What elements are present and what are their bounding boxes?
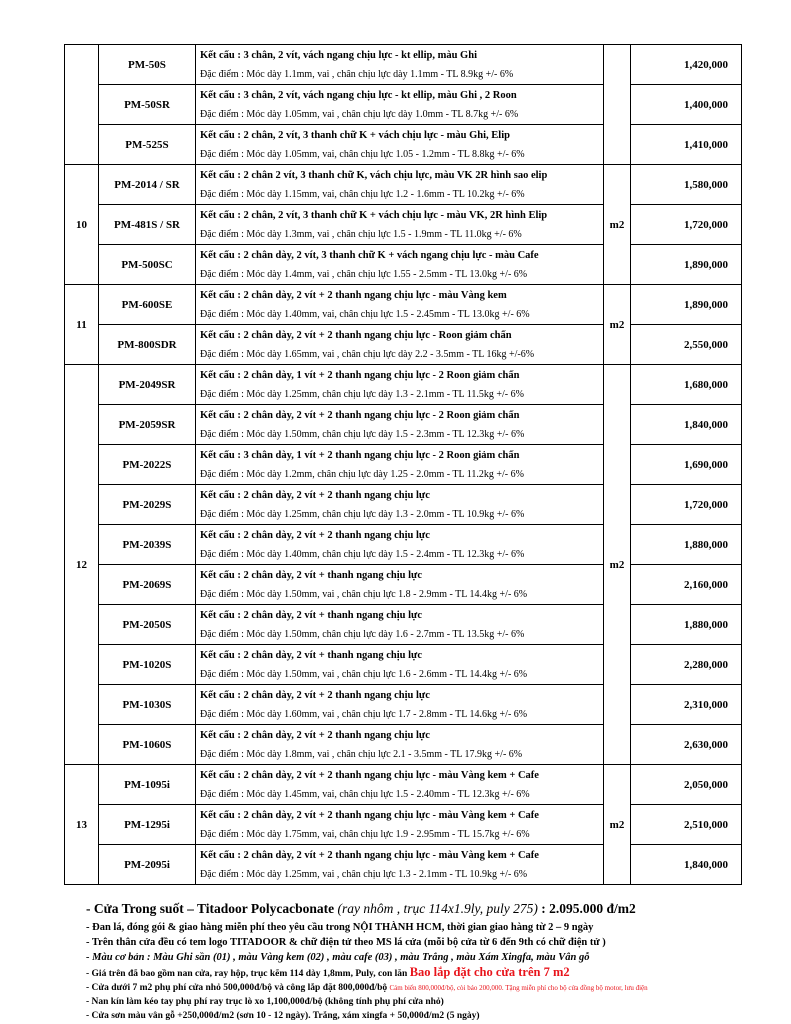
model-code-cell: PM-2049SR — [99, 365, 196, 405]
model-code-cell: PM-1030S — [99, 685, 196, 725]
model-code-cell: PM-50S — [99, 45, 196, 85]
unit-cell: m2 — [604, 165, 631, 285]
description-cell — [196, 685, 604, 725]
model-code-cell: PM-481S / SR — [99, 205, 196, 245]
structure-text: Kết cấu : 2 chân dày, 2 vít + 2 thanh ngang chịu lực - màu Vàng kem + Cafe — [200, 769, 539, 781]
description-cell — [196, 365, 604, 405]
model-code-cell: PM-2029S — [99, 485, 196, 525]
price-cell: 2,630,000 — [631, 725, 742, 765]
description-cell — [196, 165, 604, 205]
price-cell: 1,400,000 — [631, 85, 742, 125]
features-text: Đặc điểm : Móc dày 1.40mm, vai, chân chịu lực 1.5 - 2.45mm - TL 13.0kg +/- 6% — [200, 308, 530, 320]
features-text: Đặc điểm : Móc dày 1.60mm, vai , chân chịu lực 1.7 - 2.8mm - TL 14.6kg +/- 6% — [200, 708, 528, 720]
description-cell — [196, 805, 604, 845]
structure-text: Kết cấu : 3 chân, 2 vít, vách ngang chịu lực - kt ellip, màu Ghi , 2 Roon — [200, 89, 517, 101]
structure-text: Kết cấu : 2 chân, 2 vít, 3 thanh chữ K + vách chịu lực - màu Ghi, Elip — [200, 129, 510, 141]
unit-cell: m2 — [604, 365, 631, 765]
delivery-note: - Đan lá, đóng gói & giao hàng miễn phí theo yêu cầu trong NỘI THÀNH HCM, thời gian giao hàng từ 2 – 9 ngày — [86, 922, 594, 933]
description-cell — [196, 325, 604, 365]
table-row — [65, 285, 742, 325]
features-text: Đặc điểm : Móc dày 1.05mm, vai , chân chịu lực dày 1.0mm - TL 8.7kg +/- 6% — [200, 108, 519, 120]
price-cell: 1,890,000 — [631, 245, 742, 285]
model-code-cell: PM-800SDR — [99, 325, 196, 365]
model-code-cell: PM-1295i — [99, 805, 196, 845]
description-cell — [196, 565, 604, 605]
colors-note: - Màu cơ bản : Màu Ghi sần (01) , màu Vàng kem (02) , màu cafe (03) , màu Trắng , màu Xám Xingfa, màu Vân gỗ — [86, 952, 590, 963]
price-cell: 2,550,000 — [631, 325, 742, 365]
model-code-cell: PM-2069S — [99, 565, 196, 605]
structure-text: Kết cấu : 3 chân dày, 1 vít + 2 thanh ngang chịu lực - 2 Roon giảm chấn — [200, 449, 520, 461]
price-cell: 1,410,000 — [631, 125, 742, 165]
features-text: Đặc điểm : Móc dày 1.25mm, vai , chân chịu lực 1.3 - 2.1mm - TL 10.9kg +/- 6% — [200, 868, 528, 880]
description-cell — [196, 125, 604, 165]
model-code-cell: PM-2095i — [99, 845, 196, 885]
price-cell: 1,840,000 — [631, 405, 742, 445]
price-cell: 1,720,000 — [631, 485, 742, 525]
unit-cell: m2 — [604, 765, 631, 885]
features-text: Đặc điểm : Móc dày 1.4mm, vai , chân chịu lực 1.55 - 2.5mm - TL 13.0kg +/- 6% — [200, 268, 528, 280]
features-text: Đặc điểm : Móc dày 1.25mm, chân chịu lực dày 1.3 - 2.0mm - TL 10.9kg +/- 6% — [200, 508, 525, 520]
group-number-cell: 12 — [65, 365, 99, 765]
description-cell — [196, 765, 604, 805]
description-cell — [196, 85, 604, 125]
features-text: Đặc điểm : Móc dày 1.40mm, chân chịu lực dày 1.5 - 2.4mm - TL 12.3kg +/- 6% — [200, 548, 525, 560]
title-product: - Cửa Trong suốt – Titadoor Polycacbonate — [86, 901, 335, 916]
unit-cell — [604, 45, 631, 165]
description-cell — [196, 45, 604, 85]
description-cell — [196, 525, 604, 565]
structure-text: Kết cấu : 2 chân dày, 2 vít + 2 thanh ngang chịu lực — [200, 529, 430, 541]
group-number-cell: 10 — [65, 165, 99, 285]
price-includes-note — [86, 965, 791, 981]
features-text: Đặc điểm : Móc dày 1.50mm, vai , chân chịu lực 1.8 - 2.9mm - TL 14.4kg +/- 6% — [200, 588, 528, 600]
structure-text: Kết cấu : 2 chân dày, 2 vít + 2 thanh ngang chịu lực - Roon giảm chấn — [200, 329, 512, 341]
table-row — [65, 125, 742, 165]
table-row — [65, 405, 742, 445]
features-text: Đặc điểm : Móc dày 1.50mm, vai , chân chịu lực 1.6 - 2.6mm - TL 14.4kg +/- 6% — [200, 668, 528, 680]
price-cell: 2,280,000 — [631, 645, 742, 685]
model-code-cell: PM-600SE — [99, 285, 196, 325]
structure-text: Kết cấu : 2 chân dày, 2 vít + thanh ngang chịu lực — [200, 609, 423, 621]
price-table-body — [65, 45, 742, 885]
description-cell — [196, 205, 604, 245]
features-text: Đặc điểm : Móc dày 1.1mm, vai , chân chịu lực dày 1.1mm - TL 8.9kg +/- 6% — [200, 68, 514, 80]
price-cell: 1,720,000 — [631, 205, 742, 245]
description-cell — [196, 405, 604, 445]
sensor-highlight: Cảm biến 800,000đ/bộ, còi báo 200,000. Tặng miễn phí cho bộ cửa đồng bộ motor, lưu điện — [389, 984, 648, 992]
table-row — [65, 845, 742, 885]
title-price: : 2.095.000 đ/m2 — [541, 901, 636, 916]
table-row — [65, 565, 742, 605]
table-row — [65, 165, 742, 205]
structure-text: Kết cấu : 2 chân dày, 1 vít + 2 thanh ngang chịu lực - 2 Roon giảm chấn — [200, 369, 520, 381]
features-text: Đặc điểm : Móc dày 1.45mm, vai, chân chịu lực 1.5 - 2.40mm - TL 12.3kg +/- 6% — [200, 788, 530, 800]
description-cell — [196, 485, 604, 525]
structure-text: Kết cấu : 2 chân 2 vít, 3 thanh chữ K, vách chịu lực, màu VK 2R hình sao elip — [200, 169, 548, 181]
table-row — [65, 485, 742, 525]
table-row — [65, 605, 742, 645]
model-code-cell: PM-50SR — [99, 85, 196, 125]
table-row — [65, 85, 742, 125]
features-text: Đặc điểm : Móc dày 1.65mm, vai , chân chịu lực dày 2.2 - 3.5mm - TL 16kg +/-6% — [200, 348, 535, 360]
features-text: Đặc điểm : Móc dày 1.75mm, vai, chân chịu lực 1.9 - 2.95mm - TL 15.7kg +/- 6% — [200, 828, 530, 840]
structure-text: Kết cấu : 2 chân dày, 2 vít + thanh ngang chịu lực — [200, 649, 423, 661]
structure-text: Kết cấu : 3 chân, 2 vít, vách ngang chịu lực - kt ellip, màu Ghi — [200, 49, 477, 61]
structure-text: Kết cấu : 2 chân dày, 2 vít, 3 thanh chữ K + vách ngang chịu lực - màu Cafe — [200, 249, 539, 261]
features-text: Đặc điểm : Móc dày 1.15mm, vai, chân chịu lực 1.2 - 1.6mm - TL 10.2kg +/- 6% — [200, 188, 525, 200]
model-code-cell: PM-1020S — [99, 645, 196, 685]
notes-section — [86, 898, 791, 1023]
price-cell: 1,840,000 — [631, 845, 742, 885]
model-code-cell: PM-500SC — [99, 245, 196, 285]
structure-text: Kết cấu : 2 chân dày, 2 vít + 2 thanh ngang chịu lực - màu Vàng kem + Cafe — [200, 809, 539, 821]
description-cell — [196, 605, 604, 645]
description-cell — [196, 245, 604, 285]
polycarbonate-door-line — [86, 898, 791, 920]
price-cell: 1,680,000 — [631, 365, 742, 405]
features-text: Đặc điểm : Móc dày 1.05mm, vai, chân chịu lực 1.05 - 1.2mm - TL 8.8kg +/- 6% — [200, 148, 525, 160]
price-cell: 1,580,000 — [631, 165, 742, 205]
table-row — [65, 725, 742, 765]
small-door-note — [86, 981, 791, 995]
unit-cell: m2 — [604, 285, 631, 365]
features-text: Đặc điểm : Móc dày 1.8mm, vai , chân chịu lực 2.1 - 3.5mm - TL 17.9kg +/- 6% — [200, 748, 523, 760]
model-code-cell: PM-2059SR — [99, 405, 196, 445]
installation-highlight: Bao lắp đặt cho cửa trên 7 m2 — [409, 965, 570, 979]
model-code-cell: PM-2022S — [99, 445, 196, 485]
price-cell: 2,310,000 — [631, 685, 742, 725]
table-row — [65, 245, 742, 285]
price-cell: 2,510,000 — [631, 805, 742, 845]
structure-text: Kết cấu : 2 chân dày, 2 vít + 2 thanh ngang chịu lực - màu Vàng kem + Cafe — [200, 849, 539, 861]
price-cell: 1,890,000 — [631, 285, 742, 325]
price-cell: 1,420,000 — [631, 45, 742, 85]
price-cell: 1,880,000 — [631, 525, 742, 565]
model-code-cell: PM-1095i — [99, 765, 196, 805]
description-cell — [196, 845, 604, 885]
table-row — [65, 205, 742, 245]
includes-text: - Giá trên đã bao gồm nan cửa, ray hộp, trục kẽm 114 dày 1,8mm, Puly, con lăn — [86, 969, 408, 979]
manual-door-note: - Nan kín làm kéo tay phụ phí ray trục lò xo 1,100,000đ/bộ (không tính phụ phí cửa nhỏ) — [86, 997, 444, 1007]
description-cell — [196, 725, 604, 765]
table-row — [65, 325, 742, 365]
table-row — [65, 525, 742, 565]
structure-text: Kết cấu : 2 chân dày, 2 vít + 2 thanh ngang chịu lực - 2 Roon giảm chấn — [200, 409, 520, 421]
features-text: Đặc điểm : Móc dày 1.25mm, chân chịu lực dày 1.3 - 2.1mm - TL 11.5kg +/- 6% — [200, 388, 524, 400]
structure-text: Kết cấu : 2 chân dày, 2 vít + 2 thanh ngang chịu lực — [200, 729, 430, 741]
structure-text: Kết cấu : 2 chân dày, 2 vít + 2 thanh ngang chịu lực - màu Vàng kem — [200, 289, 507, 301]
features-text: Đặc điểm : Móc dày 1.50mm, chân chịu lực dày 1.5 - 2.3mm - TL 12.3kg +/- 6% — [200, 428, 525, 440]
table-row — [65, 445, 742, 485]
description-cell — [196, 445, 604, 485]
price-table — [64, 44, 742, 885]
features-text: Đặc điểm : Móc dày 1.50mm, chân chịu lực dày 1.6 - 2.7mm - TL 13.5kg +/- 6% — [200, 628, 525, 640]
structure-text: Kết cấu : 2 chân, 2 vít, 3 thanh chữ K + vách chịu lực - màu VK, 2R hình Elip — [200, 209, 548, 221]
group-number-cell: 13 — [65, 765, 99, 885]
table-row — [65, 765, 742, 805]
price-cell: 2,160,000 — [631, 565, 742, 605]
structure-text: Kết cấu : 2 chân dày, 2 vít + 2 thanh ngang chịu lực — [200, 489, 430, 501]
group-number-cell — [65, 45, 99, 165]
price-cell: 1,690,000 — [631, 445, 742, 485]
description-cell — [196, 645, 604, 685]
structure-text: Kết cấu : 2 chân dày, 2 vít + 2 thanh ngang chịu lực — [200, 689, 430, 701]
model-code-cell: PM-525S — [99, 125, 196, 165]
wood-color-note: - Cửa sơn màu vân gỗ +250,000đ/m2 (sơn 10 - 12 ngày). Trắng, xám xingfa + 50,000đ/m2 (5 ngày) — [86, 1011, 480, 1021]
model-code-cell: PM-2039S — [99, 525, 196, 565]
title-specs: (ray nhôm , trục 114x1.9ly, puly 275) — [337, 901, 538, 916]
features-text: Đặc điểm : Móc dày 1.3mm, vai , chân chịu lực 1.5 - 1.9mm - TL 11.0kg +/- 6% — [200, 228, 522, 240]
table-row — [65, 45, 742, 85]
small-door-text: - Cửa dưới 7 m2 phụ phí cửa nhỏ 500,000đ/bộ và công lắp đặt 800,000đ/bộ — [86, 983, 388, 993]
features-text: Đặc điểm : Móc dày 1.2mm, chân chịu lực dày 1.25 - 2.0mm - TL 11.2kg +/- 6% — [200, 468, 524, 480]
description-cell — [196, 285, 604, 325]
structure-text: Kết cấu : 2 chân dày, 2 vít + thanh ngang chịu lực — [200, 569, 423, 581]
model-code-cell: PM-2014 / SR — [99, 165, 196, 205]
group-number-cell: 11 — [65, 285, 99, 365]
logo-note: - Trên thân cửa đều có tem logo TITADOOR & chữ điện tử theo MS lá cửa (mỗi bộ cửa từ 6 đến 9th có chữ điện tử ) — [86, 937, 606, 948]
table-row — [65, 805, 742, 845]
model-code-cell: PM-2050S — [99, 605, 196, 645]
table-row — [65, 685, 742, 725]
table-row — [65, 645, 742, 685]
price-cell: 2,050,000 — [631, 765, 742, 805]
table-row — [65, 365, 742, 405]
price-cell: 1,880,000 — [631, 605, 742, 645]
model-code-cell: PM-1060S — [99, 725, 196, 765]
